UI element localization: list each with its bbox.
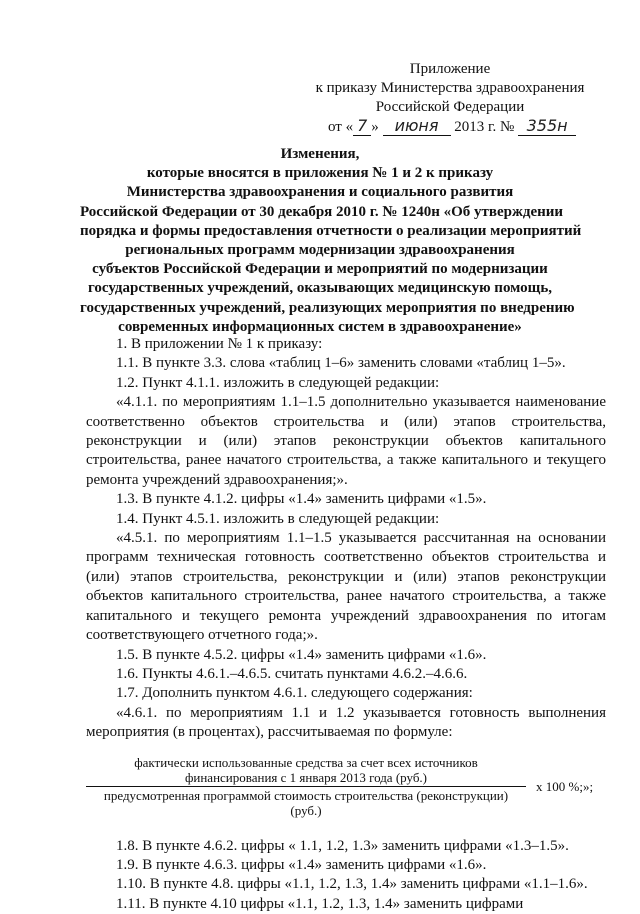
- paragraph: 1.2. Пункт 4.1.1. изложить в следующей редакции:: [116, 374, 440, 391]
- appendix-date-line: [300, 117, 600, 137]
- title-line: порядка и формы предоставления отчетности о реализации мероприятий: [80, 222, 582, 239]
- paragraph: 1.9. В пункте 4.6.3. цифры «1.4» заменить цифрами «1.6».: [116, 856, 487, 873]
- document-title: [80, 145, 582, 337]
- paragraph: 1.5. В пункте 4.5.2. цифры «1.4» заменить цифрами «1.6».: [116, 646, 487, 663]
- date-year: 2013 г. №: [454, 119, 515, 135]
- title-line: Российской Федерации от 30 декабря 2010 г. № 1240н «Об утверждении: [80, 203, 564, 220]
- formula-denominator-line2: (руб.): [290, 802, 322, 818]
- title-line: современных информационных систем в здравоохранение»: [118, 318, 522, 335]
- date-mid: »: [371, 119, 379, 135]
- title-line: государственных учреждений, реализующих мероприятия по внедрению: [80, 299, 575, 316]
- title-line: государственных учреждений, оказывающих медицинскую помощь,: [87, 280, 553, 297]
- paragraph: «4.5.1. по мероприятиям 1.1–1.5 указывается рассчитанная на основании программ техническая готовность соответственно объектов строительства и (или) этапов строительства, реконструкции и (или) этапов реконструкции объектов капитального строительства, ранее начатого строительства, а также капитального и текущего ремонта учреждений здравоохранения по итогам соответствующего отчетного года;».: [86, 530, 606, 644]
- appendix-order-ref: к приказу Министерства здравоохранения: [315, 80, 585, 96]
- paragraph: 1. В приложении № 1 к приказу:: [116, 336, 323, 352]
- paragraph: 1.4. Пункт 4.5.1. изложить в следующей редакции:: [116, 510, 440, 527]
- paragraph: 1.6. Пункты 4.6.1.–4.6.5. считать пунктами 4.6.2.–4.6.6.: [116, 665, 468, 682]
- appendix-country: Российской Федерации: [375, 99, 525, 115]
- paragraph: 1.8. В пункте 4.6.2. цифры « 1.1, 1.2, 1.3» заменить цифрами «1.3–1.5».: [116, 837, 569, 854]
- formula-multiplier: х 100 %;»;: [536, 778, 594, 794]
- handwritten-number: 355н: [518, 117, 576, 136]
- appendix-header: [300, 60, 600, 137]
- paragraph: «4.1.1. по мероприятиям 1.1–1.5 дополнительно указывается наименование соответственно объектов строительства и (или) этапов строительства, реконструкции и (или) этапов реконструкции объектов капитального строительства, ранее начатого строительства, а также капитального и текущего ремонта учреждений здравоохранения;».: [86, 394, 606, 488]
- readiness-formula: [86, 754, 606, 818]
- appendix-label: Приложение: [409, 61, 491, 77]
- title-line: Министерства здравоохранения и социального развития: [126, 184, 514, 201]
- handwritten-day: 7: [353, 117, 371, 136]
- formula-numerator-line2: финансирования с 1 января 2013 года (руб.): [184, 769, 428, 785]
- document-body: [86, 335, 606, 914]
- title-line: Изменения,: [280, 146, 360, 162]
- handwritten-month: июня: [383, 117, 451, 136]
- title-line: региональных программ модернизации здравоохранения: [125, 242, 515, 259]
- paragraph: 1.7. Дополнить пунктом 4.6.1. следующего содержания:: [116, 685, 473, 702]
- title-line: которые вносятся в приложения № 1 и 2 к приказу: [146, 165, 494, 182]
- paragraph: «4.6.1. по мероприятиям 1.1 и 1.2 указывается готовность выполнения мероприятия (в процентах), рассчитываемая по формуле:: [86, 704, 606, 741]
- paragraph: 1.3. В пункте 4.1.2. цифры «1.4» заменить цифрами «1.5».: [116, 491, 487, 508]
- paragraph: 1.10. В пункте 4.8. цифры «1.1, 1.2, 1.3, 1.4» заменить цифрами «1.1–1.6».: [116, 876, 588, 893]
- formula-denominator-line1: предусмотренная программой стоимость строительства (реконструкции): [103, 787, 509, 803]
- formula-fraction: [86, 755, 526, 818]
- date-prefix: от «: [328, 119, 354, 135]
- formula-numerator-line1: фактически использованные средства за счет всех источников: [134, 754, 478, 770]
- paragraph: 1.11. В пункте 4.10 цифры «1.1, 1.2, 1.3, 1.4» заменить цифрами: [116, 895, 524, 912]
- paragraph: 1.1. В пункте 3.3. слова «таблиц 1–6» заменить словами «таблиц 1–5».: [116, 355, 566, 372]
- title-line: субъектов Российской Федерации и мероприятий по модернизации: [92, 261, 548, 278]
- fraction-bar: [86, 786, 526, 787]
